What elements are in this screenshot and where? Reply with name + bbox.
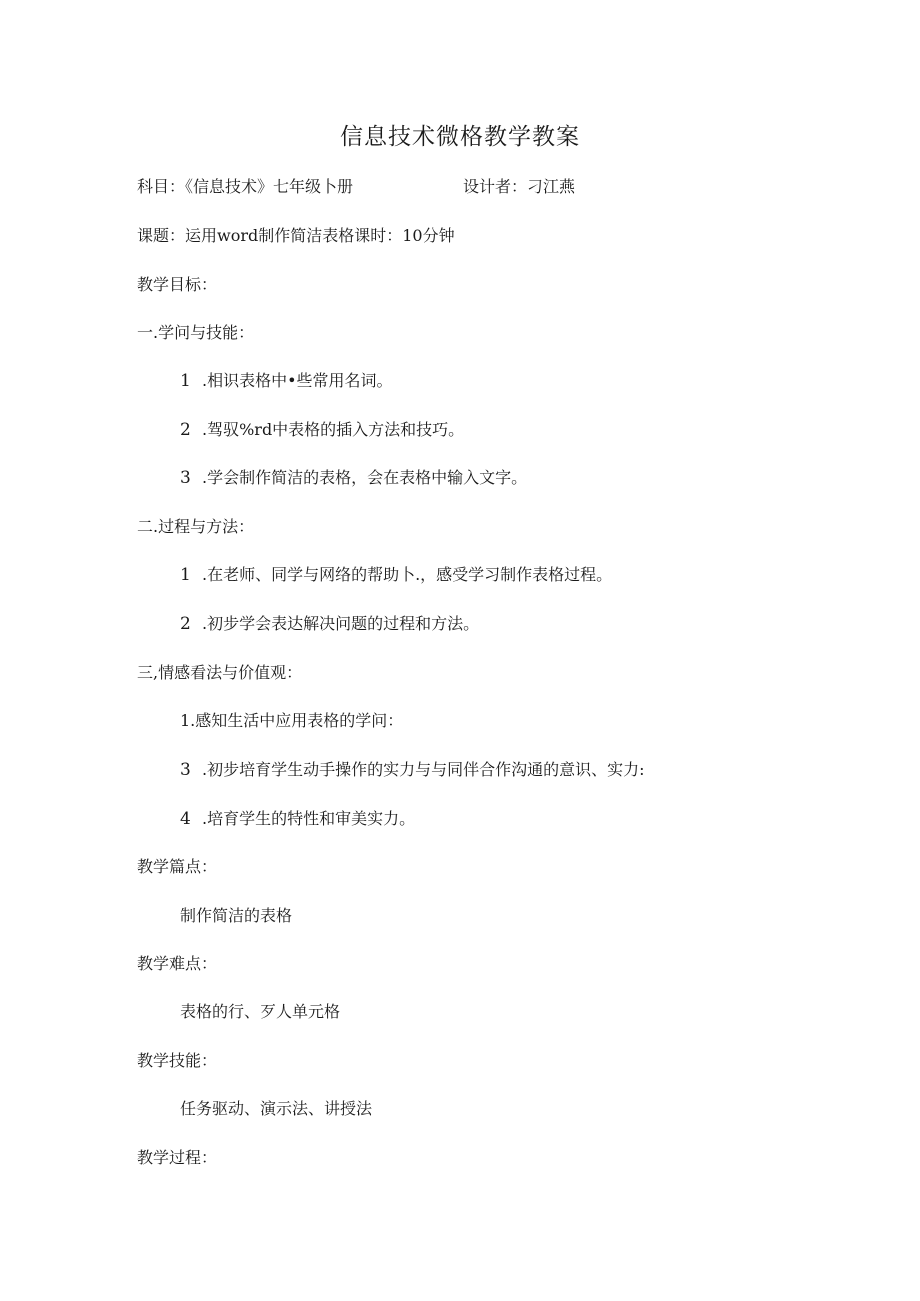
item-number: 3 [180, 468, 191, 488]
item-number: 1 [180, 565, 191, 585]
item-text: .相识表格中•些常用名词。 [202, 371, 393, 390]
section3-item [180, 808, 415, 830]
item-number: 1 [180, 371, 191, 391]
section2-item [180, 613, 479, 635]
process-heading: 教学过程： [137, 1148, 218, 1167]
item-text: .在老师、同学与网络的帮助卜.，感受学习制作表格过程。 [202, 565, 613, 584]
section2-heading: 二.过程与方法： [137, 517, 255, 536]
designer-line: 设计者：刁江燕 [463, 177, 576, 196]
item-text: .培育学生的特性和审美实力。 [202, 809, 416, 828]
topic-line: 课题：运用word制作简洁表格课时：10分钟 [137, 226, 455, 245]
difficulties-heading: 教学难点： [137, 954, 218, 973]
section1-heading: 一.学问与技能： [137, 323, 255, 342]
key-points-heading: 教学篇点： [137, 857, 218, 876]
item-number: 2 [180, 420, 191, 440]
methods-heading: 教学技能： [137, 1051, 218, 1070]
item-number: 4 [180, 809, 191, 829]
item-number: 2 [180, 614, 191, 634]
section3-heading: 三,情感看法与价值观： [137, 663, 303, 682]
section1-item [180, 370, 393, 392]
key-points-text: 制作简洁的表格 [180, 906, 293, 925]
section2-item [180, 564, 612, 586]
subject-designer-row [137, 176, 576, 198]
subject-line: 科目：《信息技术》七年级卜册 [137, 177, 354, 196]
methods-text: 任务驱动、演示法、讲授法 [180, 1099, 373, 1118]
section3-item [180, 759, 644, 781]
section1-item [180, 419, 464, 441]
document-title: 信息技术微格教学教案 [340, 124, 580, 150]
item-text: .初步培育学生动手操作的实力与与同伴合作沟通的意识、实力: [202, 760, 645, 779]
objectives-heading: 教学目标： [137, 275, 218, 294]
difficulties-text: 表格的行、歹人单元格 [180, 1002, 341, 1021]
item-text: .初步学会表达解决问题的过程和方法。 [202, 614, 480, 633]
section1-item [180, 467, 527, 489]
item-number: 3 [180, 760, 191, 780]
section3-item: 1.感知生活中应用表格的学问： [180, 711, 404, 730]
item-text: .驾驭%rd中表格的插入方法和技巧。 [202, 420, 465, 439]
item-text: .学会制作简洁的表格，会在表格中输入文字。 [202, 468, 528, 487]
